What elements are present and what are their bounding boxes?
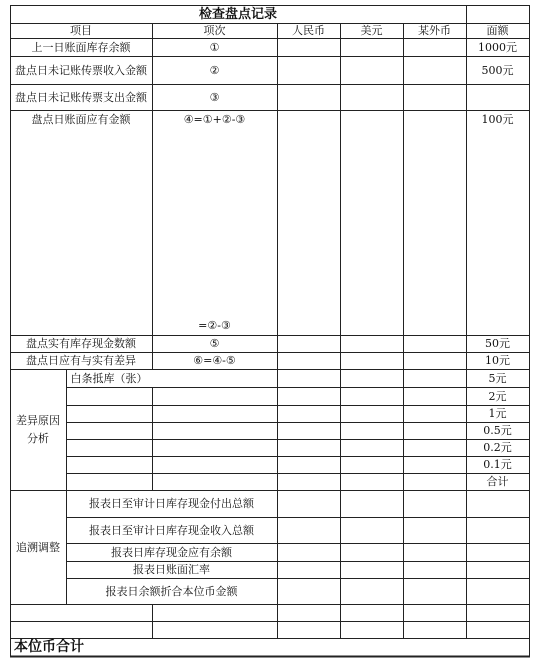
diff-denom: 2元 <box>488 389 507 403</box>
diff-denom: 0.5元 <box>483 424 512 437</box>
diff-denom: 5元 <box>488 371 507 385</box>
trace-item: 报表日库存现金应有余额 <box>111 545 232 559</box>
trace-item: 报表日至审计日库存现金收入总额 <box>89 523 254 537</box>
diff-denom: 0.2元 <box>483 441 512 454</box>
row-seq-continued: =②-③ <box>198 319 231 332</box>
diff-section-label <box>10 369 66 490</box>
diff-denom: 1元 <box>488 407 507 420</box>
row-denom: 100元 <box>481 113 514 126</box>
diff-first-item: 白条抵库（张） <box>70 371 148 385</box>
row-item-label: 上一日账面库存余额 <box>31 40 131 54</box>
row-denom: 10元 <box>485 354 510 367</box>
header-seq: 项次 <box>203 24 226 37</box>
trace-item: 报表日账面汇率 <box>133 563 210 576</box>
row-seq: ⑥=④-⑤ <box>193 354 236 367</box>
row-seq: ③ <box>209 90 220 104</box>
row-item-label: 盘点日未记账传票收入金额 <box>15 63 147 77</box>
row-item-label: 盘点日账面应有金额 <box>31 113 131 126</box>
sheet-title: 检查盘点记录 <box>198 6 277 22</box>
row-item-label: 盘点日未记账传票支出金额 <box>15 90 147 104</box>
diff-label-line1: 差异原因 <box>16 413 60 427</box>
header-rmb: 人民币 <box>292 24 325 37</box>
row-denom: 1000元 <box>478 40 517 54</box>
header-denom: 面额 <box>486 24 509 37</box>
row-denom: 50元 <box>485 337 510 350</box>
row-seq: ⑤ <box>209 337 220 350</box>
trace-section-label: 追溯调整 <box>16 540 60 554</box>
row-denom: 500元 <box>481 63 514 77</box>
row-seq: ② <box>209 63 220 77</box>
header-fx: 某外币 <box>418 24 451 37</box>
row-item-label: 盘点实有库存现金数额 <box>26 337 136 350</box>
diff-label-line2: 分析 <box>27 431 49 445</box>
trace-item: 报表日至审计日库存现金付出总额 <box>89 497 254 510</box>
diff-total-label: 合计 <box>486 475 509 488</box>
trace-item: 报表日余额折合本位币金额 <box>105 584 238 598</box>
row-item-label: 盘点日应有与实有差异 <box>26 354 136 367</box>
header-usd: 美元 <box>360 24 383 37</box>
row-seq: ① <box>209 40 220 54</box>
diff-denom: 0.1元 <box>483 458 512 471</box>
header-item: 项目 <box>70 24 92 37</box>
footer-total-label: 本位币合计 <box>14 639 84 655</box>
row-denom <box>466 84 529 110</box>
row-seq: ④=①+②-③ <box>183 113 246 126</box>
